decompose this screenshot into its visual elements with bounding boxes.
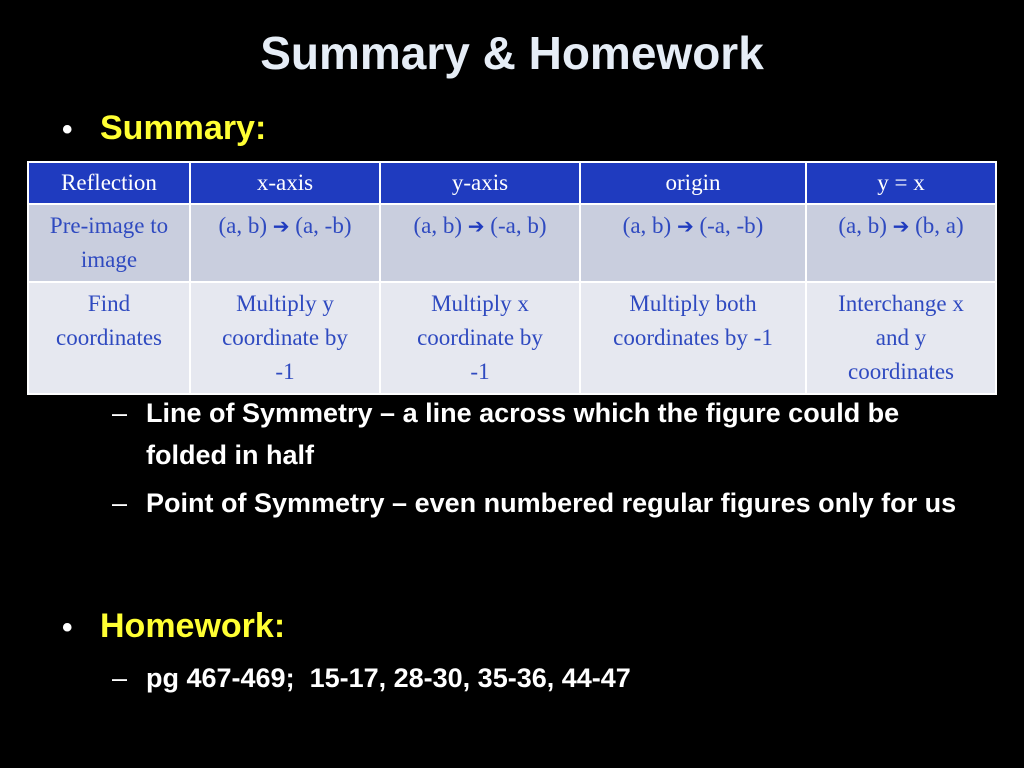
table-cell <box>380 204 580 282</box>
row-label-preimage: Pre-image to image <box>28 204 190 282</box>
table-cell: Interchange x and y coordinates <box>806 282 996 394</box>
right-arrow-icon: ➔ <box>676 214 694 238</box>
homework-item <box>112 657 972 699</box>
table-cell <box>806 204 996 282</box>
row-label-find: Find coordinates <box>28 282 190 394</box>
cell-to: (-a, b) <box>490 213 547 238</box>
summary-item <box>112 392 972 476</box>
table-row <box>28 204 996 282</box>
cell-to: (-a, -b) <box>699 213 764 238</box>
dash-icon: – <box>112 398 128 428</box>
table-header-cell: x-axis <box>190 162 380 204</box>
summary-item <box>112 482 972 524</box>
summary-label: Summary: <box>100 109 267 147</box>
table-cell <box>580 204 806 282</box>
table-cell: Multiply both coordinates by -1 <box>580 282 806 394</box>
cell-from: (a, b) <box>413 213 463 238</box>
homework-label: Homework: <box>100 607 286 645</box>
cell-to: (a, -b) <box>295 213 352 238</box>
table-header-cell: y = x <box>806 162 996 204</box>
homework-item-text: pg 467-469; 15-17, 28-30, 35-36, 44-47 <box>146 663 631 693</box>
bullet-icon: • <box>62 611 73 644</box>
homework-heading <box>62 606 285 648</box>
table-header-cell: origin <box>580 162 806 204</box>
cell-from: (a, b) <box>622 213 672 238</box>
right-arrow-icon: ➔ <box>467 214 485 238</box>
dash-icon: – <box>112 663 128 693</box>
table-header-cell: Reflection <box>28 162 190 204</box>
summary-heading <box>62 108 266 150</box>
cell-from: (a, b) <box>218 213 268 238</box>
cell-from: (a, b) <box>838 213 887 238</box>
slide-title: Summary & Homework <box>260 27 764 79</box>
right-arrow-icon: ➔ <box>892 214 910 238</box>
table-row <box>28 282 996 394</box>
summary-item-text: Line of Symmetry – a line across which the figure could be folded in half <box>146 398 900 470</box>
right-arrow-icon: ➔ <box>272 214 290 238</box>
bullet-icon: • <box>62 113 73 146</box>
reflection-table <box>27 161 997 395</box>
table-cell <box>190 204 380 282</box>
table-cell: Multiply y coordinate by -1 <box>190 282 380 394</box>
dash-icon: – <box>112 488 128 518</box>
table-cell: Multiply x coordinate by -1 <box>380 282 580 394</box>
cell-to: (b, a) <box>915 213 964 238</box>
summary-item-text: Point of Symmetry – even numbered regular figures only for us <box>146 488 957 518</box>
table-header-row <box>28 162 996 204</box>
table-header-cell: y-axis <box>380 162 580 204</box>
